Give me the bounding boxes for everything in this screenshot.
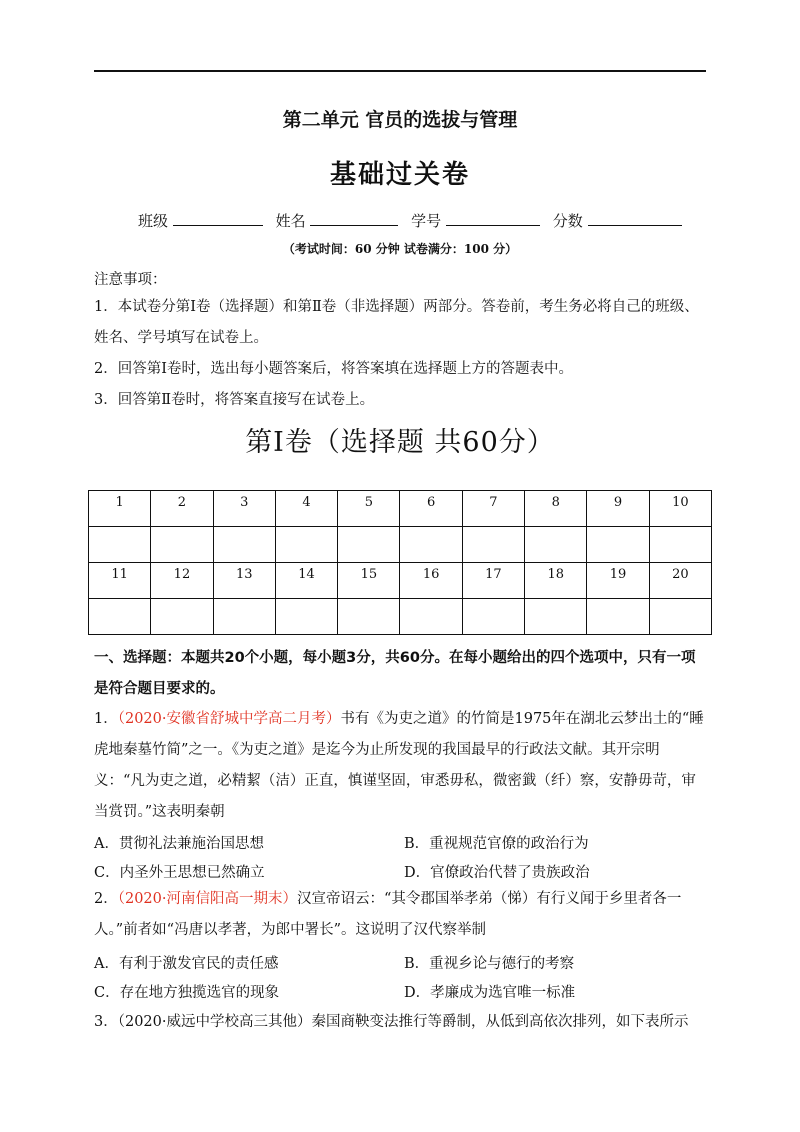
answer-blank-cell[interactable] — [151, 599, 213, 635]
answer-number-cell: 16 — [400, 563, 462, 599]
question-3-stem: 秦国商鞅变法推行等爵制，从低到高依次排列，如下表所示 — [311, 1014, 689, 1030]
answer-number-cell: 20 — [649, 563, 711, 599]
answer-number-cell: 7 — [462, 491, 524, 527]
answer-blank-cell[interactable] — [400, 527, 462, 563]
id-field-label: 学号 — [411, 212, 442, 230]
unit-title: 第二单元 官员的选拔与管理 — [282, 109, 518, 131]
answer-blank-cell[interactable] — [338, 599, 400, 635]
answer-blank-cell[interactable] — [525, 527, 587, 563]
answer-number-cell: 11 — [89, 563, 151, 599]
answer-blank-cell[interactable] — [151, 527, 213, 563]
answer-table-number-row — [89, 563, 712, 599]
answer-number-cell: 13 — [213, 563, 275, 599]
answer-number-cell: 2 — [151, 491, 213, 527]
question-3-text — [94, 1012, 689, 1032]
student-id-field-blank[interactable] — [446, 211, 540, 226]
answer-blank-cell[interactable] — [649, 527, 711, 563]
answer-number-cell: 6 — [400, 491, 462, 527]
answer-number-cell: 3 — [213, 491, 275, 527]
question-2-number: 2． — [94, 891, 118, 907]
question-2-stem: 汉宣帝诏云：“其令郡国举孝弟（悌）有行义闻于乡里者各一人。”前者如“冯唐以孝著，为郎中署长”。这说明了汉代察举制 — [94, 891, 682, 938]
question-2-text — [94, 884, 704, 946]
answer-number-cell: 12 — [151, 563, 213, 599]
question-3-source: （2020·威远中学校高三其他） — [117, 1014, 312, 1030]
exam-title: 基础过关卷 — [329, 160, 470, 190]
answer-table-blank-row — [89, 599, 712, 635]
answer-number-cell: 4 — [275, 491, 337, 527]
score-field-label: 分数 — [552, 212, 583, 230]
name-field-blank[interactable] — [310, 211, 398, 226]
class-field-blank[interactable] — [173, 211, 263, 226]
answer-blank-cell[interactable] — [338, 527, 400, 563]
answer-number-cell: 17 — [462, 563, 524, 599]
answer-number-cell: 14 — [275, 563, 337, 599]
question-2-source: （2020·河南信阳高一期末） — [117, 891, 297, 907]
answer-table-blank-row — [89, 527, 712, 563]
answer-blank-cell[interactable] — [587, 527, 649, 563]
answer-blank-cell[interactable] — [400, 599, 462, 635]
question-1-text — [94, 704, 704, 828]
answer-blank-cell[interactable] — [649, 599, 711, 635]
question-3-number: 3． — [94, 1014, 118, 1030]
answer-number-cell: 9 — [587, 491, 649, 527]
answer-blank-cell[interactable] — [525, 599, 587, 635]
answer-blank-cell[interactable] — [89, 527, 151, 563]
question-2-option-d[interactable]: D．孝廉成为选官唯一标准 — [404, 985, 576, 1001]
answer-number-cell: 19 — [587, 563, 649, 599]
question-1-number: 1． — [94, 711, 118, 727]
answer-table-number-row — [89, 491, 712, 527]
answer-blank-cell[interactable] — [462, 599, 524, 635]
answer-blank-cell[interactable] — [275, 599, 337, 635]
exam-time-info: （考试时间：60 分钟 试卷满分：100 分） — [282, 242, 518, 256]
question-1-stem: 书有《为吏之道》的竹简是1975年在湖北云梦出土的“睡虎地秦墓竹简”之一。《为吏之道》是迄今为止所发现的我国最早的行政法文献。其开宗明义：“凡为吏之道，必精絜（洁）正直，慎谨坚固，审悉毋私，微密韱（纤）察，安静毋苛，审当赏罚。”这表明秦朝 — [94, 711, 704, 820]
answer-number-cell: 1 — [89, 491, 151, 527]
answer-table — [88, 490, 712, 635]
answer-blank-cell[interactable] — [213, 599, 275, 635]
question-1-option-b[interactable]: B．重视规范官僚的政治行为 — [404, 836, 589, 852]
question-1-option-c[interactable]: C．内圣外王思想已然确立 — [94, 865, 265, 881]
score-field-blank[interactable] — [588, 211, 682, 226]
question-1-option-d[interactable]: D．官僚政治代替了贵族政治 — [404, 865, 590, 881]
answer-number-cell: 15 — [338, 563, 400, 599]
notice-item-3: 3．回答第Ⅱ卷时，将答案直接写在试卷上。 — [94, 392, 375, 408]
answer-blank-cell[interactable] — [587, 599, 649, 635]
section1-instruction: 一、选择题：本题共20个小题，每小题3分，共60分。在每小题给出的四个选项中，只有一项是符合题目要求的。 — [94, 650, 696, 697]
answer-number-cell: 8 — [525, 491, 587, 527]
notice-item-1: 1．本试卷分第Ⅰ卷（选择题）和第Ⅱ卷（非选择题）两部分。答卷前，考生务必将自己的班级、姓名、学号填写在试卷上。 — [94, 299, 699, 346]
answer-blank-cell[interactable] — [275, 527, 337, 563]
answer-number-cell: 5 — [338, 491, 400, 527]
answer-blank-cell[interactable] — [213, 527, 275, 563]
question-2-option-a[interactable]: A．有利于激发官民的责任感 — [94, 956, 279, 972]
answer-blank-cell[interactable] — [462, 527, 524, 563]
answer-blank-cell[interactable] — [89, 599, 151, 635]
question-2-option-b[interactable]: B．重视乡论与德行的考察 — [404, 956, 575, 972]
question-2-option-c[interactable]: C．存在地方独揽选官的现象 — [94, 985, 280, 1001]
student-info-fields — [138, 210, 690, 231]
question-1-source: （2020·安徽省舒城中学高二月考） — [117, 711, 341, 727]
answer-number-cell: 18 — [525, 563, 587, 599]
name-field-label: 姓名 — [275, 212, 306, 230]
answer-number-cell: 10 — [649, 491, 711, 527]
class-field-label: 班级 — [138, 212, 169, 230]
question-1-option-a[interactable]: A．贯彻礼法兼施治国思想 — [94, 836, 264, 852]
notice-title: 注意事项： — [94, 272, 167, 288]
notice-item-2: 2．回答第Ⅰ卷时，选出每小题答案后，将答案填在选择题上方的答题表中。 — [94, 361, 573, 377]
header-rule — [94, 70, 706, 72]
section1-title: 第Ⅰ卷（选择题 共60分） — [245, 427, 555, 458]
